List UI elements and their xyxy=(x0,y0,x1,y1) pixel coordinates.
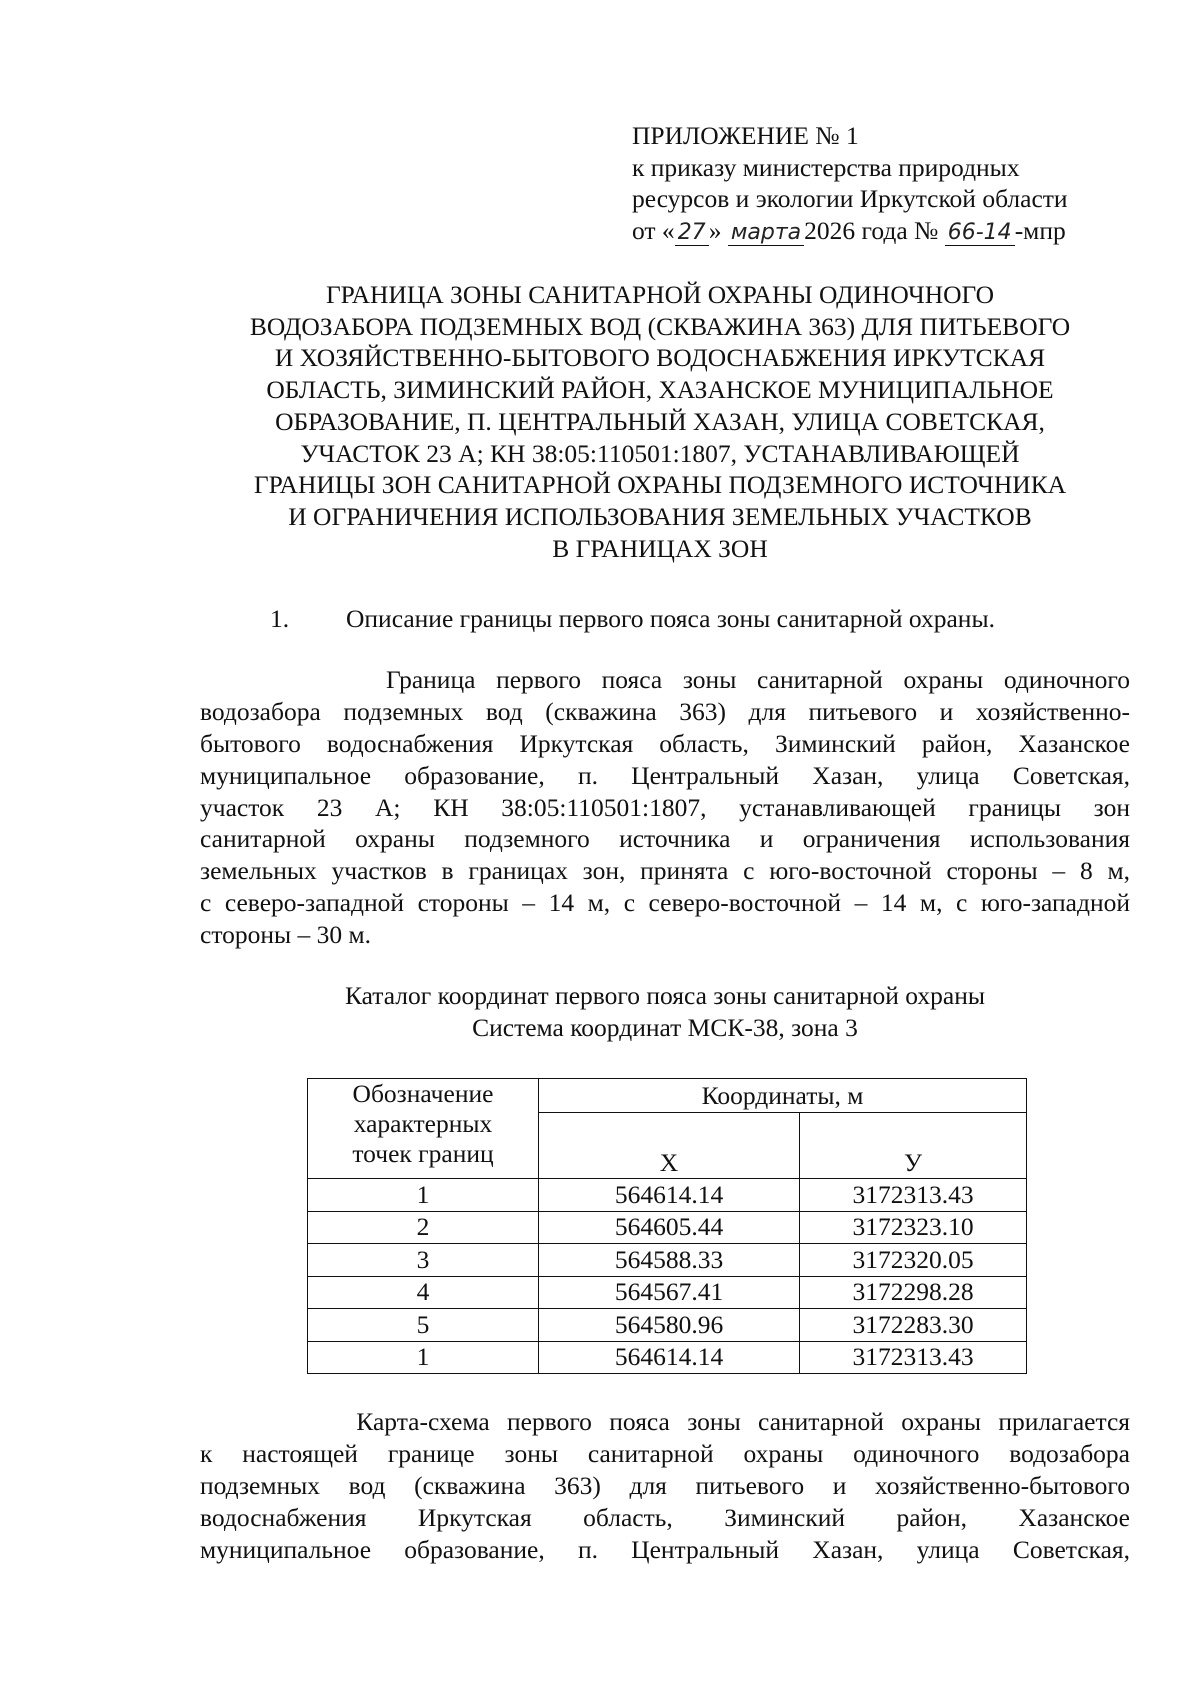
cell-point: 1 xyxy=(308,1179,539,1212)
header-point-designation xyxy=(308,1079,539,1179)
header-coordinates: Координаты, м xyxy=(539,1079,1027,1113)
paragraph-map-scheme xyxy=(200,1406,1130,1565)
cell-x: 564567.41 xyxy=(539,1276,800,1309)
cell-point: 2 xyxy=(308,1211,539,1244)
paragraph-line: с северо-западной стороны – 14 м, с северо-восточной – 14 м, с юго-западной xyxy=(200,888,1130,918)
heading-line: ОБРАЗОВАНИЕ, П. ЦЕНТРАЛЬНЫЙ ХАЗАН, УЛИЦА СОВЕТСКАЯ, xyxy=(275,406,1045,436)
paragraph-line: стороны – 30 м. xyxy=(200,920,372,950)
section-title: Описание границы первого пояса зоны санитарной охраны. xyxy=(346,604,995,633)
heading-line: ВОДОЗАБОРА ПОДЗЕМНЫХ ВОД (СКВАЖИНА 363) ДЛЯ ПИТЬЕВОГО xyxy=(249,311,1071,341)
appendix-header xyxy=(632,120,1172,246)
catalog-title xyxy=(200,980,1130,1044)
date-mid: » xyxy=(708,215,722,245)
cell-y: 3172320.05 xyxy=(800,1244,1027,1277)
header-y: У xyxy=(800,1113,1027,1179)
year-text: 2026 года № xyxy=(804,215,939,245)
table-row xyxy=(308,1244,1027,1277)
header-x: X xyxy=(539,1113,800,1179)
table-row xyxy=(308,1341,1027,1374)
table-row xyxy=(308,1309,1027,1342)
cell-point: 1 xyxy=(308,1341,539,1374)
paragraph-line: Карта-схема первого пояса зоны санитарной охраны прилагается xyxy=(200,1407,1130,1436)
cell-point: 5 xyxy=(308,1309,539,1342)
paragraph-line: бытового водоснабжения Иркутская область, Зиминский район, Хазанское xyxy=(200,728,1130,758)
table-row xyxy=(308,1179,1027,1212)
cell-y: 3172283.30 xyxy=(800,1309,1027,1342)
cell-x: 564614.14 xyxy=(539,1179,800,1212)
paragraph-boundary-description xyxy=(200,664,1130,951)
handwritten-month: марта xyxy=(728,221,804,246)
paragraph-line: муниципальное образование, п. Центральный Хазан, улица Советская, xyxy=(200,760,1130,790)
date-prefix: от « xyxy=(632,215,675,245)
paragraph-line: Граница первого пояса зоны санитарной охраны одиночного xyxy=(200,665,1130,694)
header-point-line: Обозначение xyxy=(352,1079,494,1108)
cell-point: 3 xyxy=(308,1244,539,1277)
coordinates-table xyxy=(307,1078,1027,1374)
cell-y: 3172323.10 xyxy=(800,1211,1027,1244)
paragraph-line: санитарной охраны подземного источника и ограничения использования xyxy=(200,824,1130,854)
cell-x: 564588.33 xyxy=(539,1244,800,1277)
order-number-suffix: -мпр xyxy=(1014,215,1066,245)
cell-x: 564605.44 xyxy=(539,1211,800,1244)
heading-line: ГРАНИЦЫ ЗОН САНИТАРНОЙ ОХРАНЫ ПОДЗЕМНОГО ИСТОЧНИКА xyxy=(253,470,1067,500)
paragraph-line: водозабора подземных вод (скважина 363) для питьевого и хозяйственно- xyxy=(200,696,1130,726)
cell-y: 3172298.28 xyxy=(800,1276,1027,1309)
paragraph-line: земельных участков в границах зон, принята с юго-восточной стороны – 8 м, xyxy=(200,856,1130,886)
handwritten-order-number: 66-14 xyxy=(945,221,1015,246)
catalog-title-line-2: Система координат МСК-38, зона 3 xyxy=(472,1013,858,1042)
handwritten-day: 27 xyxy=(675,221,709,246)
heading-line: В ГРАНИЦАХ ЗОН xyxy=(552,533,768,563)
appendix-date-line xyxy=(632,215,1172,247)
catalog-title-line-1: Каталог координат первого пояса зоны санитарной охраны xyxy=(344,981,986,1010)
header-point-line: точек границ xyxy=(352,1139,494,1168)
heading-line: УЧАСТОК 23 А; КН 38:05:110501:1807, УСТАНАВЛИВАЮЩЕЙ xyxy=(300,438,1020,468)
section-number: 1. xyxy=(270,604,290,633)
heading-line: И ОГРАНИЧЕНИЯ ИСПОЛЬЗОВАНИЯ ЗЕМЕЛЬНЫХ УЧАСТКОВ xyxy=(288,501,1032,531)
cell-x: 564614.14 xyxy=(539,1341,800,1374)
heading-line: ГРАНИЦА ЗОНЫ САНИТАРНОЙ ОХРАНЫ ОДИНОЧНОГО xyxy=(325,280,995,309)
heading-line: И ХОЗЯЙСТВЕННО-БЫТОВОГО ВОДОСНАБЖЕНИЯ ИРКУТСКАЯ xyxy=(274,343,1046,373)
cell-y: 3172313.43 xyxy=(800,1179,1027,1212)
table-row xyxy=(308,1276,1027,1309)
cell-point: 4 xyxy=(308,1276,539,1309)
document-heading xyxy=(190,279,1130,564)
appendix-line-2: к приказу министерства природных xyxy=(632,152,1020,182)
paragraph-line: участок 23 А; КН 38:05:110501:1807, устанавливающей границы зон xyxy=(200,792,1130,822)
cell-x: 564580.96 xyxy=(539,1309,800,1342)
paragraph-line: муниципальное образование, п. Центральный Хазан, улица Советская, xyxy=(200,1534,1130,1564)
table-row xyxy=(308,1211,1027,1244)
header-point-line: характерных xyxy=(353,1109,493,1138)
paragraph-line: подземных вод (скважина 363) для питьевого и хозяйственно-бытового xyxy=(200,1470,1130,1500)
appendix-line-3: ресурсов и экологии Иркутской области xyxy=(632,184,1068,213)
heading-line: ОБЛАСТЬ, ЗИМИНСКИЙ РАЙОН, ХАЗАНСКОЕ МУНИЦИПАЛЬНОЕ xyxy=(266,375,1054,405)
cell-y: 3172313.43 xyxy=(800,1341,1027,1374)
appendix-title: ПРИЛОЖЕНИЕ № 1 xyxy=(632,121,859,150)
section-1-heading xyxy=(270,604,995,634)
paragraph-line: к настоящей границе зоны санитарной охраны одиночного водозабора xyxy=(200,1438,1130,1468)
paragraph-line: водоснабжения Иркутская область, Зиминский район, Хазанское xyxy=(200,1502,1130,1532)
